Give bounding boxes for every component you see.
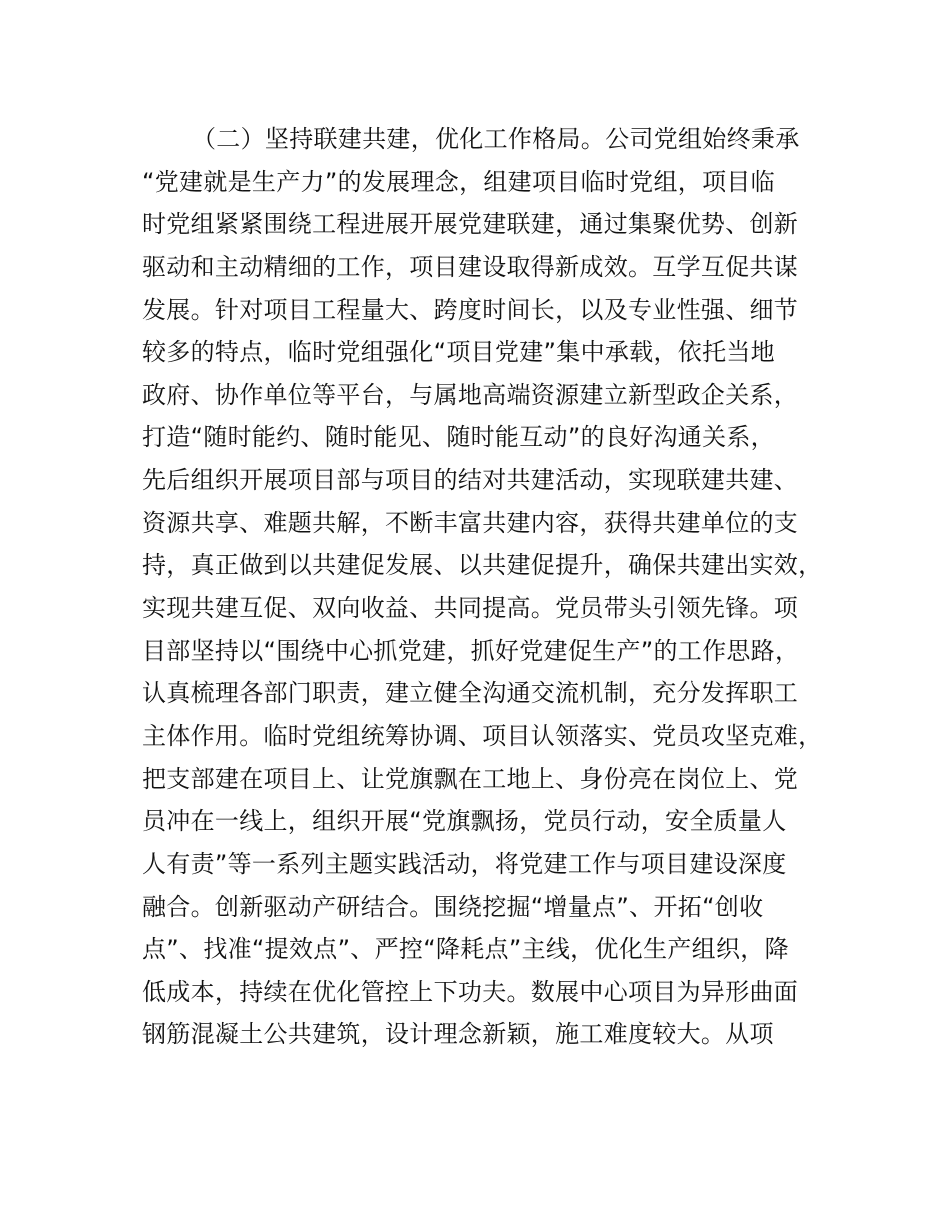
text-line-9: 先后组织开展项目部与项目的结对共建活动，实现联建共建、 xyxy=(142,466,799,495)
text-line-19: 融合。创新驱动产研结合。围绕挖掘“增量点”、开拓“创收 xyxy=(142,892,764,921)
text-line-21: 低成本，持续在优化管控上下功夫。数展中心项目为异形曲面 xyxy=(142,977,799,1006)
text-line-14: 认真梳理各部门职责，建立健全沟通交流机制，充分发挥职工 xyxy=(142,679,799,708)
text-line-1: （二）坚持联建共建，优化工作格局。公司党组始终秉承 xyxy=(192,125,800,153)
text-line-15: 主体作用。临时党组统筹协调、项目认领落实、党员攻坚克难， xyxy=(142,721,823,750)
text-line-16: 把支部建在项目上、让党旗飘在工地上、身份亮在岗位上、党 xyxy=(142,764,799,793)
text-line-4: 驱动和主动精细的工作，项目建设取得新成效。互学互促共谋 xyxy=(142,252,799,281)
text-line-8: 打造“随时能约、随时能见、随时能互动”的良好沟通关系， xyxy=(142,423,775,452)
text-line-6: 较多的特点，临时党组强化“项目党建”集中承载，依托当地 xyxy=(142,338,775,367)
text-line-11: 持，真正做到以共建促发展、以共建促提升，确保共建出实效， xyxy=(142,551,823,580)
text-line-5: 发展。针对项目工程量大、跨度时间长，以及专业性强、细节 xyxy=(142,295,799,324)
text-line-10: 资源共享、难题共解，不断丰富共建内容，获得共建单位的支 xyxy=(142,508,799,537)
body-paragraph xyxy=(142,118,842,1056)
text-line-18: 人有责”等一系列主题实践活动，将党建工作与项目建设深度 xyxy=(142,849,787,878)
text-line-20: 点”、找准“提效点”、严控“降耗点”主线，优化生产组织，降 xyxy=(142,935,789,964)
text-line-3: 时党组紧紧围绕工程进展开展党建联建，通过集聚优势、创新 xyxy=(142,210,799,239)
text-line-7: 政府、协作单位等平台，与属地高端资源建立新型政企关系， xyxy=(142,380,799,409)
text-line-12: 实现共建互促、双向收益、共同提高。党员带头引领先锋。项 xyxy=(142,594,799,623)
text-line-2: “党建就是生产力”的发展理念，组建项目临时党组，项目临 xyxy=(142,167,775,196)
text-line-22: 钢筋混凝土公共建筑，设计理念新颖，施工难度较大。从项 xyxy=(142,1020,774,1049)
text-line-17: 员冲在一线上，组织开展“党旗飘扬，党员行动，安全质量人 xyxy=(142,807,787,836)
text-line-13: 目部坚持以“围绕中心抓党建，抓好党建促生产”的工作思路， xyxy=(142,636,800,665)
